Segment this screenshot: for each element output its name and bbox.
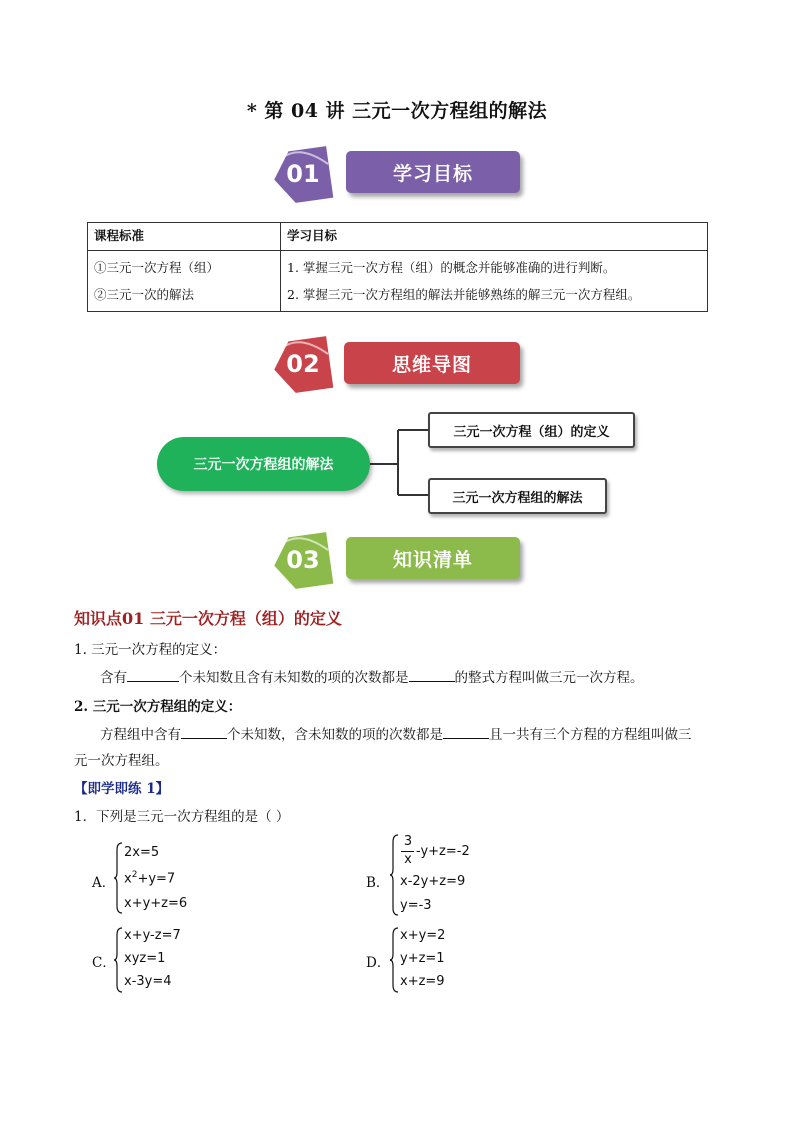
standard-item: ①三元一次方程（组）: [94, 260, 220, 275]
brace-icon: [390, 927, 400, 993]
brace-icon: [114, 842, 124, 914]
option-label[interactable]: C．: [92, 955, 116, 971]
equation: x-2y+z=9: [400, 874, 466, 889]
table-header: 课程标准: [88, 223, 281, 251]
fill-blank[interactable]: [443, 725, 489, 739]
text-fragment: 个未知数，含未知数的项的次数都是: [227, 727, 443, 743]
knowledge-heading: 知识点01 三元一次方程（组）的定义: [74, 609, 342, 628]
exponent: 2: [131, 870, 138, 880]
option-a-system[interactable]: [114, 842, 234, 914]
fill-blank[interactable]: [409, 668, 455, 682]
objective-item: 2. 掌握三元一次方程组的解法并能够熟练的解三元一次方程组。: [287, 287, 641, 302]
section-label: 知识清单: [346, 537, 520, 579]
page-title: * 第 04 讲 三元一次方程组的解法: [246, 100, 548, 122]
fill-blank[interactable]: [127, 668, 179, 682]
fill-blank[interactable]: [181, 725, 227, 739]
equation: x+y+z=6: [124, 896, 188, 911]
option-c-system[interactable]: [114, 927, 234, 993]
text-fragment: 且一共有三个方程的方程组叫做三: [489, 727, 692, 743]
section-number: 01: [286, 160, 320, 188]
section-number: 03: [286, 546, 320, 574]
equation: x+y-z=7: [124, 928, 181, 943]
mind-map-node: 三元一次方程（组）的定义: [428, 412, 635, 448]
definition-title: 2. 三元一次方程组的定义：: [74, 699, 242, 715]
text-fragment: 含有: [100, 670, 127, 686]
standard-item: ②三元一次的解法: [94, 287, 195, 302]
option-b-system[interactable]: [390, 834, 520, 916]
equation-part: -y+z=-2: [416, 844, 470, 859]
practice-heading: 【即学即练 1】: [74, 781, 170, 797]
option-label[interactable]: A．: [92, 875, 116, 891]
equation: x-3y=4: [124, 974, 172, 989]
equation: y+z=1: [400, 951, 445, 966]
text-fragment: 方程组中含有: [100, 727, 181, 743]
text-fragment: 个未知数且含有未知数的项的次数都是: [179, 670, 409, 686]
option-d-system[interactable]: [390, 927, 510, 993]
section-number: 02: [286, 350, 320, 378]
definition-title: 1. 三元一次方程的定义：: [74, 642, 227, 658]
mind-map-root: 三元一次方程组的解法: [157, 437, 370, 491]
fraction-numerator: 3: [403, 834, 413, 849]
definition-text: [100, 668, 644, 688]
definition-text: [100, 725, 692, 745]
option-label[interactable]: D．: [366, 955, 391, 971]
question-text: 1．下列是三元一次方程组的是（ ）: [74, 809, 290, 825]
equation: 2x=5: [124, 845, 160, 860]
brace-icon: [114, 927, 124, 993]
objective-item: 1. 掌握三元一次方程（组）的概念并能够准确的进行判断。: [287, 260, 616, 275]
text-fragment: 的整式方程叫做三元一次方程。: [454, 670, 644, 686]
equation: [124, 870, 175, 886]
definition-text: 元一次方程组。: [74, 753, 169, 769]
section-label: 学习目标: [346, 151, 520, 193]
mind-map-node: 三元一次方程组的解法: [428, 478, 607, 514]
equation: y=-3: [400, 898, 432, 913]
table-header: 学习目标: [281, 223, 708, 251]
variable: x: [124, 871, 132, 887]
equation: x+z=9: [400, 974, 445, 989]
brace-icon: [390, 834, 400, 916]
equation: xyz=1: [124, 951, 166, 966]
equation: x+y=2: [400, 928, 446, 943]
section-label: 思维导图: [344, 342, 520, 384]
fraction-denominator: x: [404, 852, 412, 867]
equation-part: +y=7: [137, 871, 176, 887]
option-label[interactable]: B．: [366, 875, 390, 891]
